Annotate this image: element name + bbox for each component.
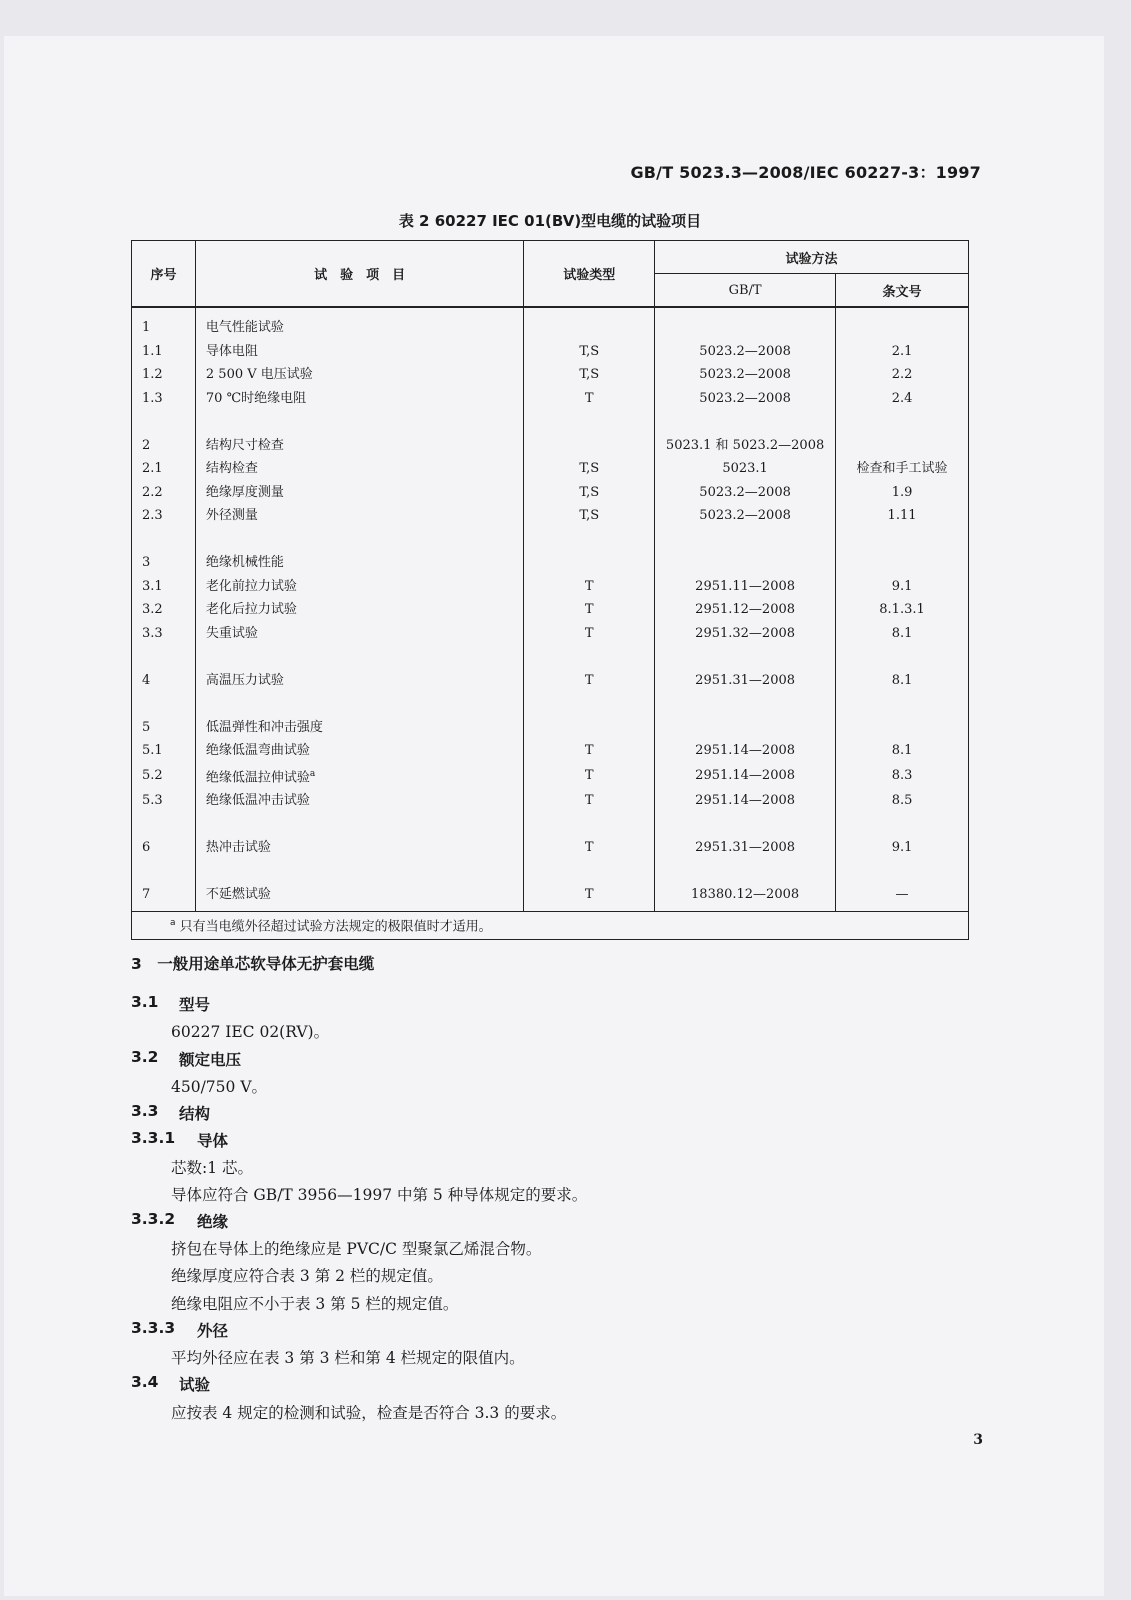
row-gbt: 2951.32—2008 bbox=[655, 622, 836, 646]
table-row bbox=[132, 457, 969, 481]
table-row bbox=[132, 716, 969, 740]
row-no: 5.3 bbox=[132, 789, 196, 813]
row-item: 老化前拉力试验 bbox=[195, 575, 524, 599]
table-row bbox=[132, 622, 969, 646]
row-no: 1 bbox=[132, 307, 196, 340]
table-row bbox=[132, 340, 969, 364]
section-3-3-1-text-1: 芯数:1 芯。 bbox=[171, 1159, 254, 1177]
row-type bbox=[524, 551, 655, 575]
section-3-3-title: 结构 bbox=[179, 1105, 211, 1123]
section-3-3-2-number: 3.3.2 bbox=[131, 1210, 176, 1228]
table-row bbox=[132, 363, 969, 387]
col-header-clause: 条文号 bbox=[836, 274, 969, 308]
section-3-3-2-text-1: 挤包在导体上的绝缘应是 PVC/C 型聚氯乙烯混合物。 bbox=[171, 1240, 542, 1258]
row-type: T bbox=[524, 598, 655, 622]
row-gbt: 2951.14—2008 bbox=[655, 739, 836, 763]
row-type: T,S bbox=[524, 340, 655, 364]
row-no: 4 bbox=[132, 669, 196, 693]
row-spacer bbox=[132, 410, 969, 434]
row-type: T bbox=[524, 622, 655, 646]
row-item: 不延燃试验 bbox=[195, 883, 524, 911]
row-type: T bbox=[524, 763, 655, 790]
row-item: 绝缘厚度测量 bbox=[195, 481, 524, 505]
table-row bbox=[132, 763, 969, 790]
table-footnote-row bbox=[132, 911, 969, 939]
table-row bbox=[132, 883, 969, 911]
col-header-type: 试验类型 bbox=[524, 241, 655, 308]
row-gbt: 5023.2—2008 bbox=[655, 481, 836, 505]
row-type: T bbox=[524, 739, 655, 763]
row-type bbox=[524, 716, 655, 740]
table-row bbox=[132, 836, 969, 860]
section-3-3-3-text: 平均外径应在表 3 第 3 栏和第 4 栏规定的限值内。 bbox=[171, 1349, 525, 1367]
row-type bbox=[524, 307, 655, 340]
row-no: 1.2 bbox=[132, 363, 196, 387]
row-item: 绝缘低温冲击试验 bbox=[195, 789, 524, 813]
section-3-2-number: 3.2 bbox=[131, 1048, 159, 1066]
row-item: 低温弹性和冲击强度 bbox=[195, 716, 524, 740]
row-item: 外径测量 bbox=[195, 504, 524, 528]
row-clause: 1.9 bbox=[836, 481, 969, 505]
row-clause: — bbox=[836, 883, 969, 911]
section-3-3-1-title: 导体 bbox=[197, 1132, 229, 1150]
row-gbt: 5023.2—2008 bbox=[655, 387, 836, 411]
row-item: 绝缘低温弯曲试验 bbox=[195, 739, 524, 763]
table-row bbox=[132, 387, 969, 411]
table-row bbox=[132, 504, 969, 528]
row-item: 高温压力试验 bbox=[195, 669, 524, 693]
row-clause bbox=[836, 434, 969, 458]
row-type: T bbox=[524, 883, 655, 911]
row-no: 3 bbox=[132, 551, 196, 575]
section-3-4-title: 试验 bbox=[179, 1376, 211, 1394]
row-type: T bbox=[524, 669, 655, 693]
table-footnote bbox=[132, 911, 969, 939]
row-type: T,S bbox=[524, 481, 655, 505]
row-type bbox=[524, 434, 655, 458]
footnote-mark: a bbox=[170, 917, 176, 928]
row-gbt bbox=[655, 551, 836, 575]
section-3-3-1-text-2: 导体应符合 GB/T 3956—1997 中第 5 种导体规定的要求。 bbox=[171, 1186, 588, 1204]
section-3-3-3-title: 外径 bbox=[197, 1322, 229, 1340]
row-type: T bbox=[524, 789, 655, 813]
row-type: T bbox=[524, 836, 655, 860]
row-clause: 8.1 bbox=[836, 739, 969, 763]
row-gbt: 5023.1 和 5023.2—2008 bbox=[655, 434, 836, 458]
row-clause: 8.1.3.1 bbox=[836, 598, 969, 622]
row-item: 2 500 V 电压试验 bbox=[195, 363, 524, 387]
section-3-1-number: 3.1 bbox=[131, 993, 159, 1011]
table-row bbox=[132, 739, 969, 763]
row-no: 3.2 bbox=[132, 598, 196, 622]
footnote-text: 只有当电缆外径超过试验方法规定的极限值时才适用。 bbox=[179, 919, 492, 935]
section-3-3-2-title: 绝缘 bbox=[197, 1213, 229, 1231]
row-gbt: 2951.14—2008 bbox=[655, 763, 836, 790]
table-row bbox=[132, 669, 969, 693]
row-clause: 2.2 bbox=[836, 363, 969, 387]
row-type: T,S bbox=[524, 363, 655, 387]
row-no: 1.1 bbox=[132, 340, 196, 364]
row-no: 3.1 bbox=[132, 575, 196, 599]
row-no: 5 bbox=[132, 716, 196, 740]
row-no: 5.1 bbox=[132, 739, 196, 763]
table-caption: 表 2 60227 IEC 01(BV)型电缆的试验项目 bbox=[398, 212, 702, 230]
row-clause bbox=[836, 551, 969, 575]
row-clause: 1.11 bbox=[836, 504, 969, 528]
row-spacer bbox=[132, 860, 969, 884]
row-item bbox=[195, 763, 524, 790]
section-3-3-2-text-2: 绝缘厚度应符合表 3 第 2 栏的规定值。 bbox=[171, 1267, 443, 1285]
row-clause bbox=[836, 307, 969, 340]
row-clause: 9.1 bbox=[836, 836, 969, 860]
row-type: T bbox=[524, 387, 655, 411]
section-3-2-title: 额定电压 bbox=[179, 1051, 242, 1069]
row-spacer bbox=[132, 813, 969, 837]
row-gbt: 2951.14—2008 bbox=[655, 789, 836, 813]
row-gbt: 5023.2—2008 bbox=[655, 504, 836, 528]
row-clause bbox=[836, 716, 969, 740]
row-item-text: 绝缘低温拉伸试验 bbox=[205, 769, 310, 785]
row-gbt: 2951.31—2008 bbox=[655, 836, 836, 860]
row-item: 结构尺寸检查 bbox=[195, 434, 524, 458]
row-spacer bbox=[132, 645, 969, 669]
row-gbt: 5023.1 bbox=[655, 457, 836, 481]
section-3-1-text: 60227 IEC 02(RV)。 bbox=[171, 1023, 330, 1041]
col-header-method: 试验方法 bbox=[655, 241, 969, 274]
row-clause: 9.1 bbox=[836, 575, 969, 599]
table-row bbox=[132, 481, 969, 505]
row-gbt: 5023.2—2008 bbox=[655, 340, 836, 364]
section-3-2-text: 450/750 V。 bbox=[171, 1078, 268, 1096]
col-header-no: 序号 bbox=[132, 241, 196, 308]
row-type: T,S bbox=[524, 457, 655, 481]
footnote-ref: a bbox=[309, 768, 316, 779]
row-gbt: 2951.11—2008 bbox=[655, 575, 836, 599]
row-type: T bbox=[524, 575, 655, 599]
row-spacer bbox=[132, 692, 969, 716]
row-type: T,S bbox=[524, 504, 655, 528]
row-gbt bbox=[655, 307, 836, 340]
row-item: 老化后拉力试验 bbox=[195, 598, 524, 622]
standard-number-header: GB/T 5023.3—2008/IEC 60227-3：1997 bbox=[630, 163, 981, 182]
row-item: 结构检查 bbox=[195, 457, 524, 481]
section-3-3-2-text-3: 绝缘电阻应不小于表 3 第 5 栏的规定值。 bbox=[171, 1295, 459, 1313]
row-gbt: 5023.2—2008 bbox=[655, 363, 836, 387]
row-clause: 检查和手工试验 bbox=[836, 457, 969, 481]
row-no: 1.3 bbox=[132, 387, 196, 411]
table-row bbox=[132, 598, 969, 622]
row-clause: 8.1 bbox=[836, 669, 969, 693]
row-clause: 2.1 bbox=[836, 340, 969, 364]
table-row bbox=[132, 789, 969, 813]
row-clause: 2.4 bbox=[836, 387, 969, 411]
row-clause: 8.1 bbox=[836, 622, 969, 646]
page-number: 3 bbox=[973, 1432, 983, 1448]
row-item: 失重试验 bbox=[195, 622, 524, 646]
section-3-1-title: 型号 bbox=[179, 996, 211, 1014]
section-3-title: 3 一般用途单芯软导体无护套电缆 bbox=[131, 955, 375, 973]
row-no: 2.2 bbox=[132, 481, 196, 505]
row-gbt: 2951.31—2008 bbox=[655, 669, 836, 693]
section-3-3-1-number: 3.3.1 bbox=[131, 1129, 176, 1147]
section-3-3-3-number: 3.3.3 bbox=[131, 1319, 176, 1337]
table-row bbox=[132, 307, 969, 340]
section-3-4-number: 3.4 bbox=[131, 1373, 159, 1391]
row-item: 绝缘机械性能 bbox=[195, 551, 524, 575]
row-gbt: 18380.12—2008 bbox=[655, 883, 836, 911]
section-3-4-text: 应按表 4 规定的检测和试验，检查是否符合 3.3 的要求。 bbox=[171, 1404, 567, 1422]
row-item: 70 ℃时绝缘电阻 bbox=[195, 387, 524, 411]
row-no: 2.1 bbox=[132, 457, 196, 481]
row-no: 7 bbox=[132, 883, 196, 911]
row-gbt: 2951.12—2008 bbox=[655, 598, 836, 622]
row-gbt bbox=[655, 716, 836, 740]
row-no: 5.2 bbox=[132, 763, 196, 790]
test-items-table bbox=[131, 240, 969, 940]
col-header-item: 试 验 项 目 bbox=[195, 241, 524, 308]
row-clause: 8.5 bbox=[836, 789, 969, 813]
row-item: 导体电阻 bbox=[195, 340, 524, 364]
row-item: 电气性能试验 bbox=[195, 307, 524, 340]
table-row bbox=[132, 575, 969, 599]
row-spacer bbox=[132, 528, 969, 552]
table-row bbox=[132, 551, 969, 575]
row-no: 2 bbox=[132, 434, 196, 458]
row-no: 2.3 bbox=[132, 504, 196, 528]
row-no: 6 bbox=[132, 836, 196, 860]
section-3-3-number: 3.3 bbox=[131, 1102, 159, 1120]
row-clause: 8.3 bbox=[836, 763, 969, 790]
row-item: 热冲击试验 bbox=[195, 836, 524, 860]
row-no: 3.3 bbox=[132, 622, 196, 646]
table-row bbox=[132, 434, 969, 458]
col-header-gbt: GB/T bbox=[655, 274, 836, 308]
